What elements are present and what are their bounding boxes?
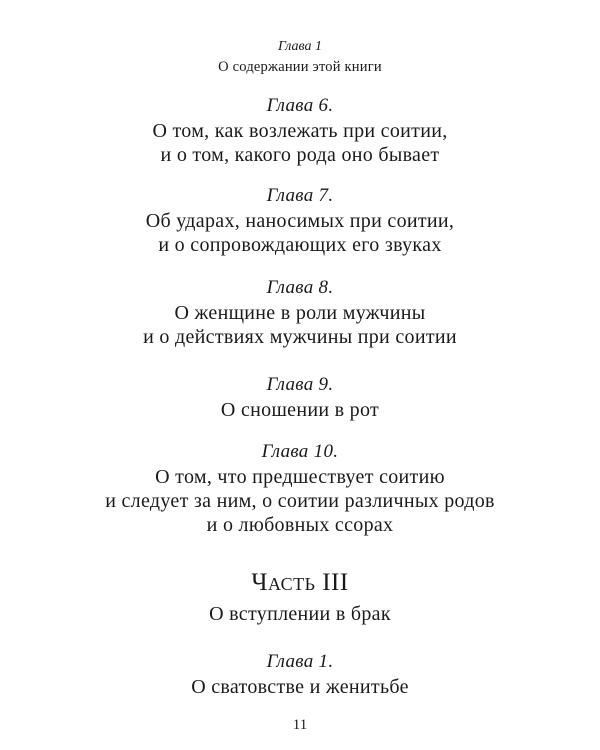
chapter-6-title-line-1: О том, как возлежать при соитии, — [152, 120, 448, 142]
page-number: 11 — [292, 717, 308, 733]
chapter-6-label: Глава 6. — [266, 95, 334, 116]
part-chapter-1-title: О сватовстве и женитьбе — [191, 676, 409, 698]
chapter-7-label: Глава 7. — [266, 185, 334, 206]
chapter-10-title-line-3: и о любовных ссорах — [206, 514, 394, 536]
part-subtitle: О вступлении в брак — [209, 603, 391, 625]
chapter-10-title-line-1: О том, что предшествует соитию — [155, 466, 445, 488]
header-chapter-title: О содержании этой книги — [218, 59, 382, 75]
part-title: Часть III — [251, 569, 349, 596]
chapter-8-title-line-2: и о действиях мужчины при соитии — [143, 326, 457, 348]
chapter-9-title-line-1: О сношении в рот — [220, 399, 380, 421]
chapter-8-label: Глава 8. — [266, 277, 334, 298]
chapter-10-title-line-2: и следует за ним, о соитии различных родов — [105, 490, 495, 512]
header-chapter-label: Глава 1 — [278, 39, 322, 54]
chapter-7-title-line-2: и о сопровождающих его звуках — [158, 234, 442, 256]
chapter-9-label: Глава 9. — [266, 374, 334, 395]
chapter-7-title-line-1: Об ударах, наносимых при соитии, — [145, 210, 455, 232]
chapter-10-label: Глава 10. — [261, 441, 339, 462]
chapter-6-title-line-2: и о том, какого рода оно бывает — [160, 144, 440, 166]
part-chapter-1-label: Глава 1. — [266, 651, 334, 672]
chapter-8-title-line-1: О женщине в роли мужчины — [174, 302, 426, 324]
